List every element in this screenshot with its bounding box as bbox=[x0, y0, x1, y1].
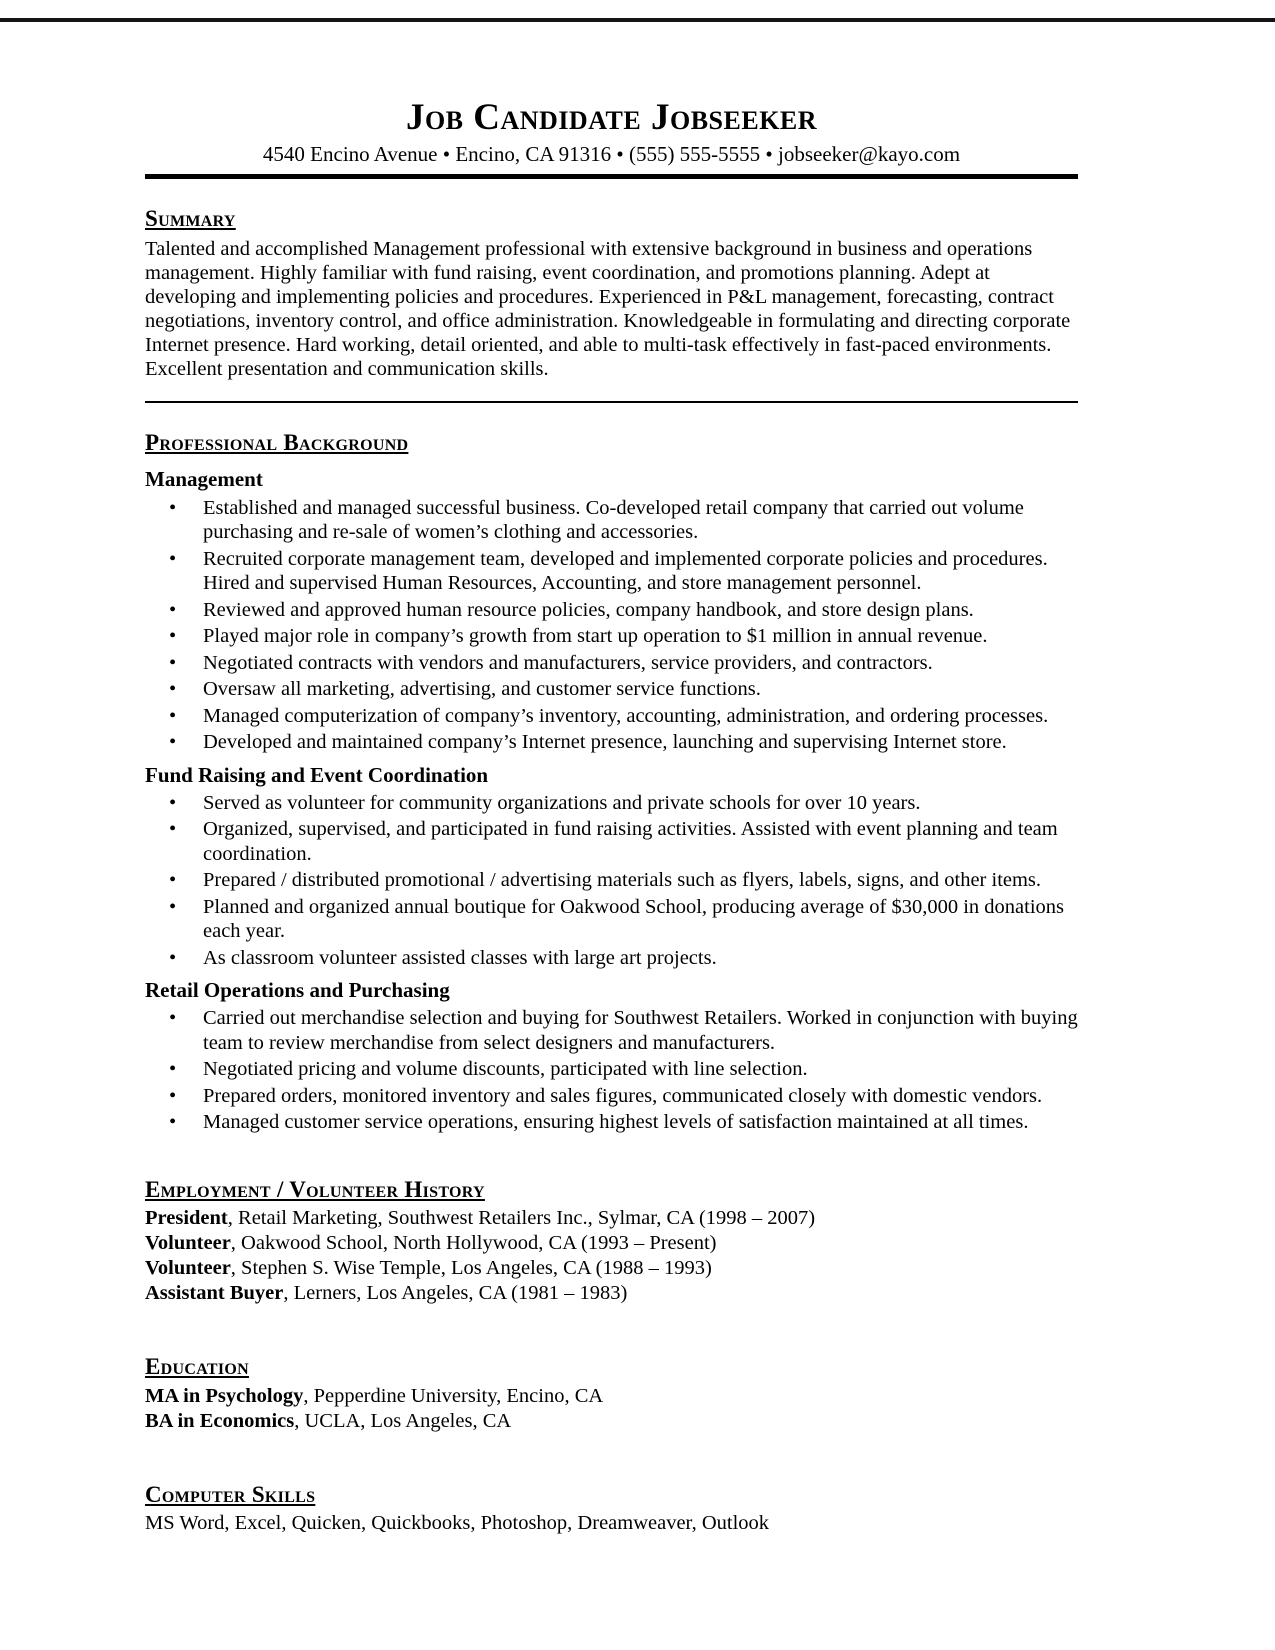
entry-detail: , Oakwood School, North Hollywood, CA (1993 – Present) bbox=[230, 1232, 717, 1255]
bullet-item: • Prepared orders, monitored inventory and sales figures, communicated closely with domestic vendors. bbox=[145, 1084, 1078, 1109]
bullet-item: • Managed customer service operations, ensuring highest levels of satisfaction maintained at all times. bbox=[145, 1110, 1078, 1135]
entry-role: Assistant Buyer bbox=[145, 1282, 284, 1305]
entry-detail: , Stephen S. Wise Temple, Los Angeles, CA (1988 – 1993) bbox=[230, 1257, 712, 1280]
resume-header bbox=[145, 98, 1078, 179]
bullet-item: • Developed and maintained company’s Internet presence, launching and supervising Internet store. bbox=[145, 730, 1078, 755]
employment-entry bbox=[145, 1206, 1078, 1231]
education-heading: Education bbox=[145, 1354, 249, 1380]
entry-detail: , UCLA, Los Angeles, CA bbox=[294, 1409, 512, 1432]
section-education bbox=[145, 1354, 1078, 1433]
section-professional-background bbox=[145, 430, 1078, 1135]
section-computer-skills bbox=[145, 1482, 1078, 1536]
section-divider-rule bbox=[145, 401, 1078, 403]
employment-entry bbox=[145, 1231, 1078, 1256]
entry-degree: BA in Economics bbox=[145, 1409, 295, 1432]
bullet-item: • Negotiated pricing and volume discounts, participated with line selection. bbox=[145, 1057, 1078, 1082]
summary-text: Talented and accomplished Management professional with extensive background in business and operations management. Highly familiar with fund raising, event coordination, and promotions planning. Adept at developing and implementing policies and procedures. Experienced in P&L management, forecasting, contract negotiations, inventory control, and office administration. Knowledgeable in formulating and directing corporate Internet presence. Hard working, detail oriented, and able to multi-task effectively in fast-paced environments. Excellent presentation and communication skills. bbox=[145, 238, 1071, 381]
bullet-item: • Managed computerization of company’s inventory, accounting, administration, and ordering processes. bbox=[145, 704, 1078, 729]
entry-degree: MA in Psychology bbox=[145, 1384, 304, 1407]
bullet-item: • Oversaw all marketing, advertising, and customer service functions. bbox=[145, 677, 1078, 702]
section-summary bbox=[145, 206, 1078, 381]
bullet-item: • As classroom volunteer assisted classes with large art projects. bbox=[145, 946, 1078, 971]
bullet-item: • Negotiated contracts with vendors and manufacturers, service providers, and contractors. bbox=[145, 651, 1078, 676]
education-entry bbox=[145, 1384, 1078, 1409]
bullet-item: • Recruited corporate management team, developed and implemented corporate policies and procedures. Hired and supervised Human Resources, Accounting, and store management personnel. bbox=[145, 547, 1078, 596]
professional-background-heading: Professional Background bbox=[145, 430, 409, 456]
bullet-item: • Organized, supervised, and participated in fund raising activities. Assisted with event planning and team coordination. bbox=[145, 817, 1078, 866]
bullet-item: • Played major role in company’s growth from start up operation to $1 million in annual revenue. bbox=[145, 624, 1078, 649]
retail-operations-bullet-list bbox=[145, 1006, 1078, 1135]
entry-detail: , Retail Marketing, Southwest Retailers Inc., Sylmar, CA (1998 – 2007) bbox=[227, 1207, 816, 1230]
management-bullet-list bbox=[145, 496, 1078, 755]
computer-skills-text: MS Word, Excel, Quicken, Quickbooks, Photoshop, Dreamweaver, Outlook bbox=[145, 1511, 770, 1534]
group-title-fund-raising: Fund Raising and Event Coordination bbox=[145, 762, 489, 787]
employment-heading: Employment / Volunteer History bbox=[145, 1176, 485, 1202]
entry-detail: , Pepperdine University, Encino, CA bbox=[303, 1384, 604, 1407]
candidate-name: Job Candidate Jobseeker bbox=[405, 97, 818, 138]
bullet-item: • Served as volunteer for community organizations and private schools for over 10 years. bbox=[145, 791, 1078, 816]
contact-line: 4540 Encino Avenue • Encino, CA 91316 • (555) 555-5555 • jobseeker@kayo.com bbox=[262, 141, 961, 166]
section-employment-history bbox=[145, 1177, 1078, 1306]
entry-role: Volunteer bbox=[145, 1232, 231, 1255]
entry-detail: , Lerners, Los Angeles, CA (1981 – 1983) bbox=[283, 1282, 628, 1305]
bullet-item: • Prepared / distributed promotional / advertising materials such as flyers, labels, signs, and other items. bbox=[145, 868, 1078, 893]
bullet-item: • Established and managed successful business. Co-developed retail company that carried out volume purchasing and re-sale of women’s clothing and accessories. bbox=[145, 496, 1078, 545]
bullet-item: • Carried out merchandise selection and buying for Southwest Retailers. Worked in conjunction with buying team to review merchandise from select designers and manufacturers. bbox=[145, 1006, 1078, 1055]
entry-role: Volunteer bbox=[145, 1257, 231, 1280]
employment-entry bbox=[145, 1281, 1078, 1306]
header-rule bbox=[145, 174, 1078, 179]
employment-entry bbox=[145, 1256, 1078, 1281]
group-title-management: Management bbox=[145, 467, 263, 492]
education-entry bbox=[145, 1409, 1078, 1434]
summary-heading: Summary bbox=[145, 205, 236, 231]
bullet-item: • Reviewed and approved human resource policies, company handbook, and store design plans. bbox=[145, 598, 1078, 623]
entry-role: President bbox=[145, 1207, 228, 1230]
bullet-item: • Planned and organized annual boutique for Oakwood School, producing average of $30,000 in donations each year. bbox=[145, 895, 1078, 944]
fund-raising-bullet-list bbox=[145, 791, 1078, 971]
group-title-retail-operations: Retail Operations and Purchasing bbox=[145, 978, 450, 1003]
computer-skills-heading: Computer Skills bbox=[145, 1481, 316, 1507]
